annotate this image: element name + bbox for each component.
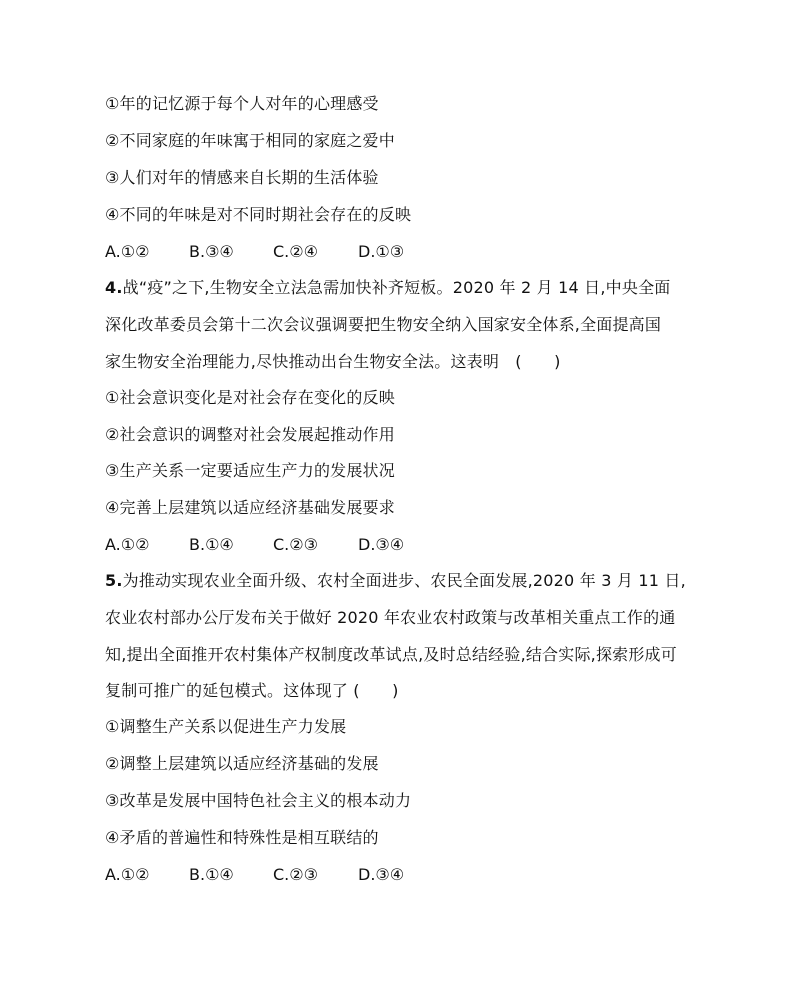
q5-choice-c: C.②③: [273, 865, 318, 884]
q4-stem-line-1: 4.战“疫”之下,生物安全立法急需加快补齐短板。2020 年 2 月 14 日,中央全面: [105, 278, 671, 297]
q3-choice-a: A.①②: [105, 242, 150, 261]
q5-option-3: ③改革是发展中国特色社会主义的根本动力: [105, 791, 412, 810]
q5-number: 5.: [105, 571, 123, 590]
q4-stem-line-3: 家生物安全治理能力,尽快推动出台生物安全法。这表明 ( ): [105, 352, 561, 371]
q5-stem-line-3: 知,提出全面推开农村集体产权制度改革试点,及时总结经验,结合实际,探索形成可: [105, 645, 677, 664]
q4-stem-line-2: 深化改革委员会第十二次会议强调要把生物安全纳入国家安全体系,全面提高国: [105, 315, 662, 334]
q4-choice-b: B.①④: [189, 535, 234, 554]
q5-option-1: ①调整生产关系以促进生产力发展: [105, 717, 347, 736]
q4-choice-d: D.③④: [358, 535, 405, 554]
q5-stem-line-4: 复制可推广的延包模式。这体现了 ( ): [105, 681, 399, 700]
q3-choice-c: C.②④: [273, 242, 318, 261]
q5-choice-a: A.①②: [105, 865, 150, 884]
q3-choice-d: D.①③: [358, 242, 405, 261]
q5-stem-line-1: 5.为推动实现农业全面升级、农村全面进步、农民全面发展,2020 年 3 月 11 日,: [105, 571, 686, 590]
q4-choice-a: A.①②: [105, 535, 150, 554]
q4-choice-c: C.②③: [273, 535, 318, 554]
q3-option-2: ②不同家庭的年味寓于相同的家庭之爱中: [105, 131, 395, 150]
q3-option-3: ③人们对年的情感来自长期的生活体验: [105, 168, 379, 187]
q5-stem-line-2: 农业农村部办公厅发布关于做好 2020 年农业农村政策与改革相关重点工作的通: [105, 608, 676, 627]
q5-choice-d: D.③④: [358, 865, 405, 884]
q5-option-2: ②调整上层建筑以适应经济基础的发展: [105, 754, 379, 773]
q5-choice-b: B.①④: [189, 865, 234, 884]
q3-choice-b: B.③④: [189, 242, 234, 261]
q4-number: 4.: [105, 278, 123, 297]
q5-option-4: ④矛盾的普遍性和特殊性是相互联结的: [105, 828, 379, 847]
q4-option-4: ④完善上层建筑以适应经济基础发展要求: [105, 498, 395, 517]
q3-option-1: ①年的记忆源于每个人对年的心理感受: [105, 94, 379, 113]
q4-option-2: ②社会意识的调整对社会发展起推动作用: [105, 425, 395, 444]
q3-option-4: ④不同的年味是对不同时期社会存在的反映: [105, 205, 412, 224]
q4-option-3: ③生产关系一定要适应生产力的发展状况: [105, 461, 395, 480]
q4-option-1: ①社会意识变化是对社会存在变化的反映: [105, 388, 395, 407]
